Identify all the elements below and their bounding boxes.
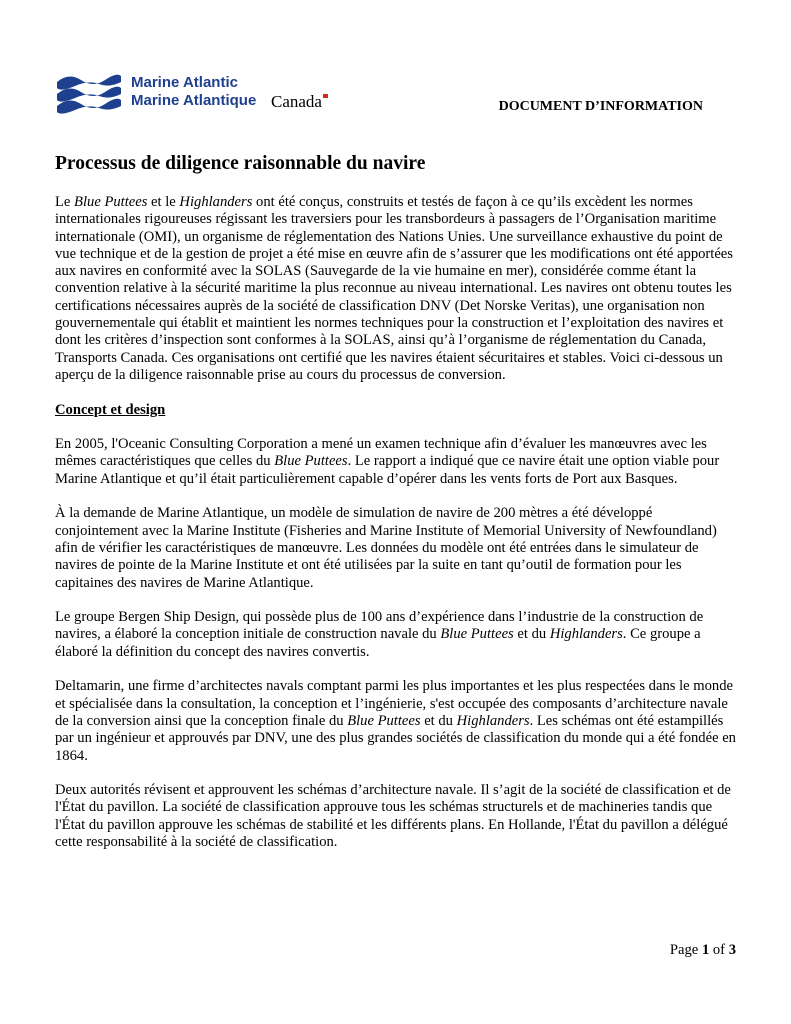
page-label: Page — [669, 942, 702, 958]
canada-wordmark — [271, 92, 328, 112]
intro-paragraph — [55, 194, 739, 384]
ship-name: Highlanders — [456, 712, 530, 729]
text-run: Le groupe Bergen Ship Design, qui possède plus de 100 ans d’expérience dans l’industrie de la construction de navires, a élaboré la conception initiale de construction navale du — [55, 609, 704, 643]
text-run: Deltamarin, une firme d’architectes navals comptant parmi les plus importantes et les plus respectées dans le monde et spécialisée dans la consultation, la conception et l’ingénierie, s'est occupée des composants d’architecture navale de la conversion ainsi que la conception finale du — [55, 678, 733, 729]
paragraph-deltamarin — [55, 678, 739, 764]
canada-flag-icon — [323, 94, 328, 98]
page-number — [670, 942, 736, 959]
text-run: . Les schémas ont été estampillés par un ingénieur et approuvés par DNV, une des plus grandes sociétés de classification du monde qui a été fondée en 1864. — [55, 712, 736, 764]
paragraph-oceanic-consulting — [55, 436, 739, 488]
current-page: 1 — [701, 942, 710, 958]
text-run: En 2005, l'Oceanic Consulting Corporation a mené un examen technique afin d’évaluer les manœuvres avec les mêmes caractéristiques que celles du — [55, 436, 707, 470]
brand-name-french: Marine Atlantique — [131, 92, 257, 109]
text-run: et du — [513, 626, 550, 643]
text-run: et le — [147, 194, 180, 210]
canada-wordmark-text: Canada — [271, 92, 322, 111]
ship-name: Blue Puttees — [74, 194, 148, 210]
paragraph-bergen-ship-design — [55, 609, 739, 661]
letterhead — [55, 66, 735, 126]
text-run: Le — [55, 194, 75, 210]
marine-atlantic-waves-logo-icon — [55, 72, 123, 114]
ship-name: Blue Puttees — [440, 626, 514, 643]
total-pages: 3 — [728, 942, 736, 958]
ship-name: Blue Puttees — [347, 712, 421, 729]
ship-name: Highlanders — [549, 626, 623, 643]
paragraph-simulation-model: À la demande de Marine Atlantique, un modèle de simulation de navire de 200 mètres a été développé conjointement avec la Marine Institute (Fisheries and Marine Institute of Memorial University of Newfoundland) afin de vérifier les caractéristiques de manœuvre. Les données du modèle ont été entrées dans le simulateur de navires de pointe de la Marine Institute et ont été utilisées par la suite en tant qu’outil de formation pour les capitaines des navires de Marine Atlantique. — [55, 505, 717, 591]
document-type-label: DOCUMENT D’INFORMATION — [498, 99, 703, 114]
text-run: ont été conçus, construits et testés de façon à ce qu’ils excèdent les normes internationales rigoureuses régissant les traversiers pour les transbordeurs à passagers de l’Organisation maritime internationale (OMI), un organisme de réglementation des Nations Unies. Une surveillance exhaustive du point de vue technique et de la gestion de projet a été mise en œuvre afin de s’assurer que les modifications ont été apportées aux navires en conformité avec la SOLAS (Sauvegarde de la vie humaine en mer), considérée comme étant la convention relative à la sécurité maritime la plus reconnue au niveau international. Les navires ont obtenu toutes les certifications nécessaires auprès de la société de classification DNV (Det Norske Veritas), une organisation non gouvernementale qui établit et maintient les normes techniques pour la construction et l’exploitation des navires et dont les critères d’inspection sont conformes à la SOLAS, ainsi qu’à l’organisme de réglementation du Canada, Transports Canada. Ces organisations ont certifié que les navires étaient sécuritaires et stables. Voici ci-dessous un aperçu de la diligence raisonnable prise au cours du processus de conversion. — [55, 194, 733, 383]
ship-name: Blue Puttees — [274, 453, 348, 470]
brand-name — [131, 74, 256, 110]
text-run: . Le rapport a indiqué que ce navire était une option viable pour Marine Atlantique et qu’il était particulièrement capable d’opérer dans les vents forts de Port aux Basques. — [55, 453, 720, 487]
page-title: Processus de diligence raisonnable du navire — [55, 153, 426, 174]
ship-name: Highlanders — [179, 194, 253, 210]
section-heading: Concept et design — [55, 401, 166, 418]
text-run: . Ce groupe a élaboré la définition du concept des navires convertis. — [55, 626, 701, 660]
text-run: et du — [420, 712, 457, 729]
paragraph-approval-authorities: Deux autorités révisent et approuvent les schémas d’architecture navale. Il s’agit de la société de classification et de l'État du pavillon. La société de classification approuve tous les schémas structurels et de machineries tandis que l'État du pavillon approuve les schémas de stabilité et les différents plans. En Hollande, l'État du pavillon a délégué cette responsabilité à la société de classification. — [55, 782, 731, 850]
brand-name-english: Marine Atlantic — [131, 74, 238, 91]
of-label: of — [709, 942, 729, 958]
document-body — [55, 194, 739, 869]
